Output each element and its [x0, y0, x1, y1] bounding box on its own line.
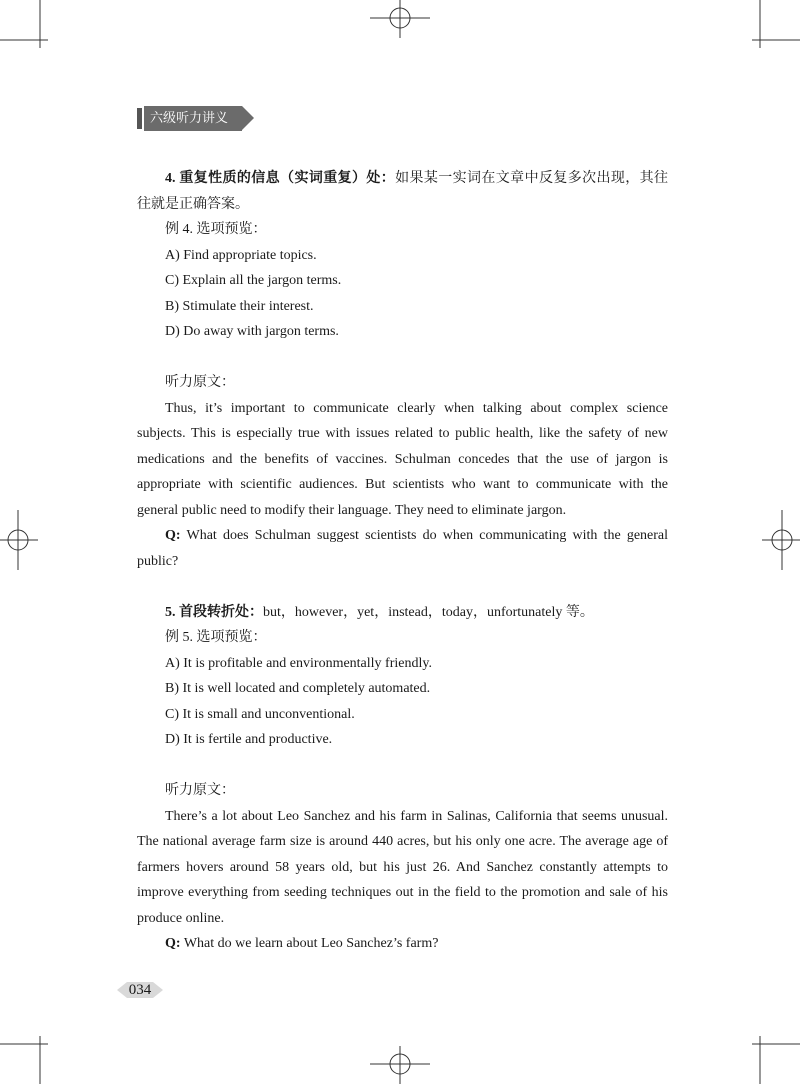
example4-options [137, 243, 668, 345]
option-item: B) Stimulate their interest. [165, 298, 314, 314]
option-item: D) It is fertile and productive. [165, 732, 333, 747]
header-accent-bar [137, 108, 142, 129]
option-item: D) Do away with jargon terms. [165, 324, 339, 339]
question-label: Q: [165, 936, 181, 951]
transcript4-text: Thus, it’s important to communicate clearly when talking about complex science subjects. This is especially true with issues related to public health, like the safety of new medications and the benefits of vaccines. Schulman concedes that the use of jargon is appropriate with scientific audiences. But scientists who want to communicate with the general public need to modify their language. They need to eliminate jargon. [137, 400, 668, 518]
transcript5-label: 听力原文： [165, 783, 235, 798]
question-label: Q: [165, 528, 181, 543]
point5-text: but，however，yet，instead，today，unfortunately 等。 [263, 604, 594, 620]
question5-text: What do we learn about Leo Sanchez’s farm? [183, 936, 439, 951]
point5-heading: 5. 首段转折处： [165, 604, 263, 620]
question4 [137, 523, 668, 574]
example5-label: 例 5. 选项预览： [165, 630, 267, 645]
transcript4-label: 听力原文： [165, 375, 235, 390]
transcript5-text: There’s a lot about Leo Sanchez and his farm in Salinas, California that seems unusual. The national average farm size is around 440 acres, but his only one acre. The average age of farmers hovers around 58 years old, but his just 26. And Sanchez constantly attempts to improve everything from seeding techniques out in the field to the promotion and sale of his produce online. [137, 808, 668, 926]
option-item: C) Explain all the jargon terms. [165, 273, 342, 288]
page-number: 034 [128, 982, 152, 998]
page-content [137, 166, 668, 957]
section-title: 六级听力讲义 [144, 106, 242, 131]
section-header-tab [137, 106, 249, 131]
example4-label: 例 4. 选项预览： [165, 222, 267, 237]
point4-text: 如果某一实词在文章中反复多次出现，其往往就是正确答案。 [137, 171, 669, 212]
option-item: C) It is small and unconventional. [165, 706, 355, 722]
page-number-badge [115, 976, 165, 1004]
point4-paragraph [137, 166, 668, 217]
question4-text: What does Schulman suggest scientists do when communicating with the general public? [137, 528, 669, 569]
option-item: A) Find appropriate topics. [165, 247, 317, 263]
option-item: A) It is profitable and environmentally friendly. [165, 655, 432, 671]
question5 [137, 931, 668, 957]
header-tab-arrow [242, 106, 254, 130]
option-item: B) It is well located and completely automated. [165, 681, 431, 696]
point5-paragraph [137, 600, 668, 626]
point4-heading: 4. 重复性质的信息（实词重复）处： [165, 171, 396, 186]
